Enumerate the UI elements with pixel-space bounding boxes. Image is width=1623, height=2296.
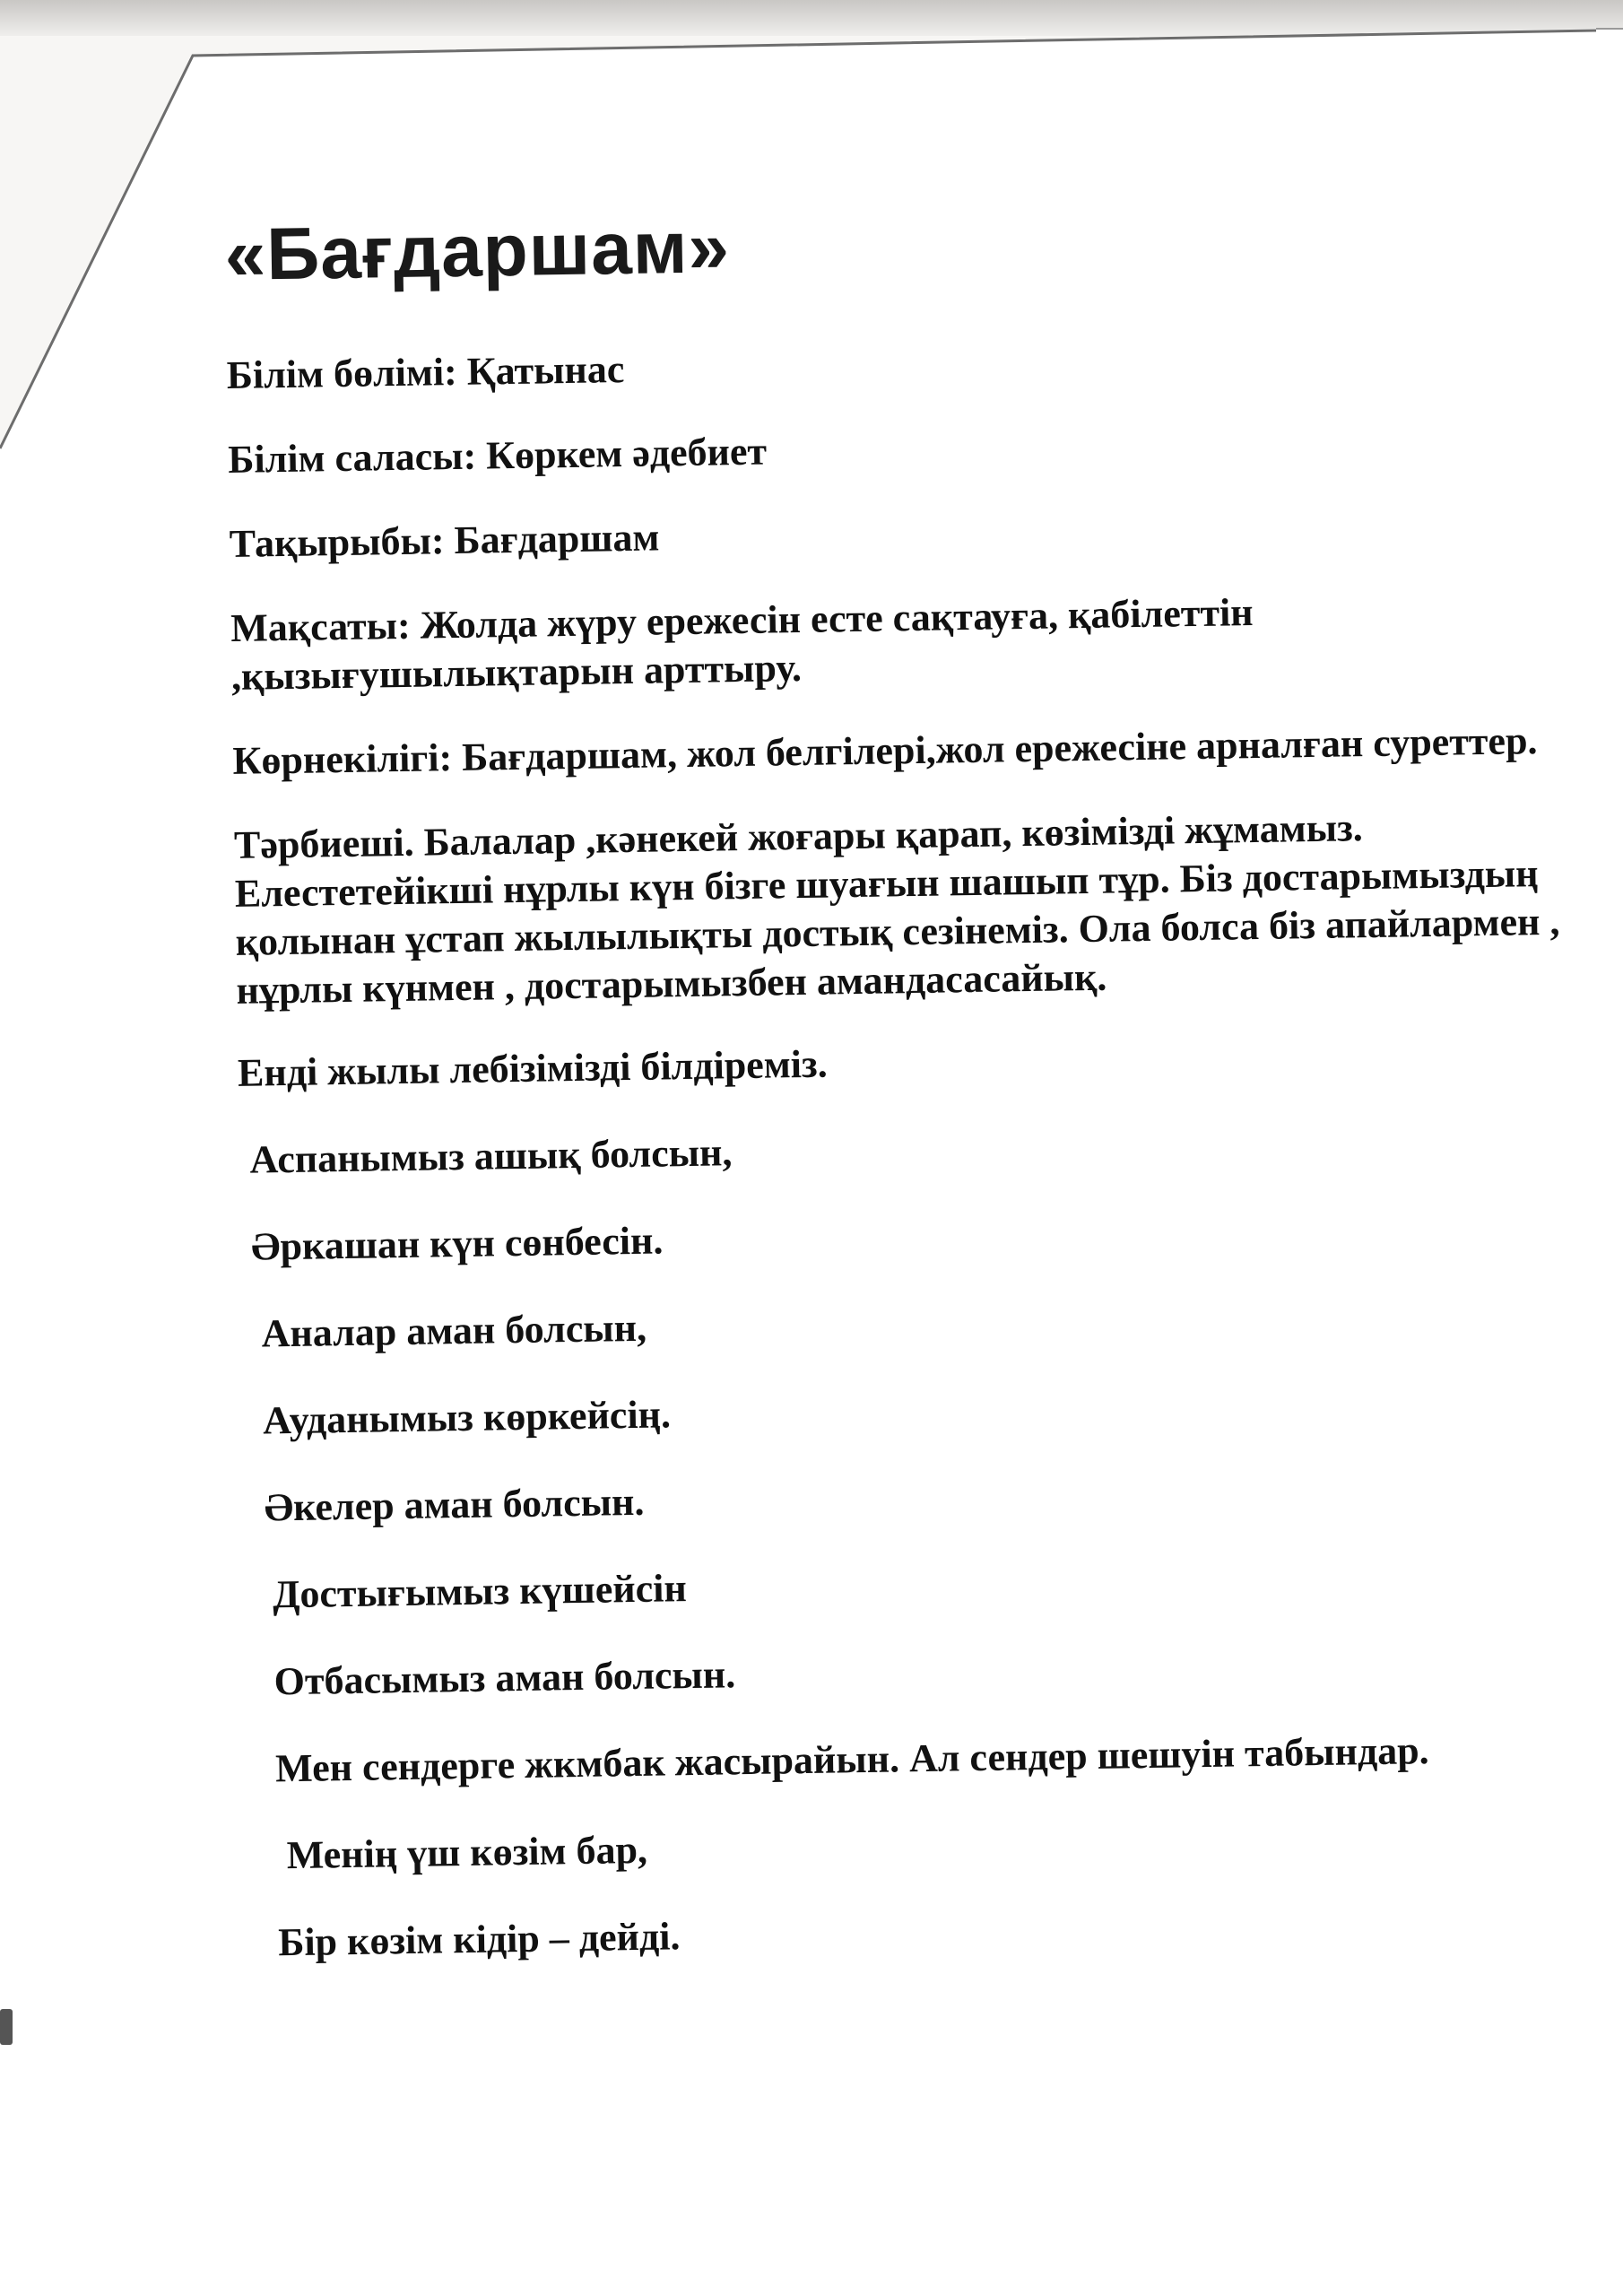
- field-education-section: Білім бөлімі: Қатынас: [226, 347, 625, 398]
- intro-paragraph: Тәрбиеші. Балалар ,кәнекей жоғары қарап, көзімізді жұмамыз. Елестетейікші нұрлы күн бізге шуағын шашып тұр. Біз достарымыздың қолынан ұстап жылылықты достық сезінеміз. Ола болса біз апайлармен , нұрлы күнмен , достарымызбен амандасасайық.: [233, 805, 1560, 1013]
- field-goal: Мақсаты: Жолда жүру ережесін есте сақтауға, қабілеттін ,қызығушылықтарын арттыру.: [230, 590, 1254, 700]
- riddle-line: Бір көзім кідір – дейді.: [277, 1914, 681, 1965]
- scan-edge-mark: [0, 2009, 13, 2045]
- text-line: Мен сендерге жкмбак жасырайын. Ал сендер шешуін табындар.: [274, 1728, 1429, 1791]
- poem-line: Әркашан күн сөнбесін.: [250, 1218, 664, 1269]
- poem-line: Достығымыз күшейсін: [272, 1566, 688, 1617]
- poem-line: Аналар аман болсын,: [261, 1305, 647, 1356]
- document-title: «Бағдаршам»: [223, 206, 731, 296]
- riddle-line: Менің үш көзім бар,: [276, 1828, 648, 1878]
- field-visual-aids: Көрнекілігі: Бағдаршам, жол белгілері,жол ережесіне арналған суреттер.: [232, 718, 1538, 784]
- poem-line: Әкелер аман болсын.: [264, 1480, 645, 1530]
- field-education-area: Білім саласы: Көркем әдебиет: [227, 429, 768, 483]
- field-topic: Тақырыбы: Бағдаршам: [229, 515, 660, 567]
- poem-line: Аспанымыз ашық болсын,: [249, 1130, 733, 1182]
- text-line: Енді жылы лебізімізді білдіреміз.: [237, 1041, 829, 1096]
- poem-line: Ауданымыз көркейсің.: [262, 1392, 672, 1443]
- poem-line: Отбасымыз аман болсын.: [273, 1652, 736, 1704]
- document-content: [224, 194, 1623, 2242]
